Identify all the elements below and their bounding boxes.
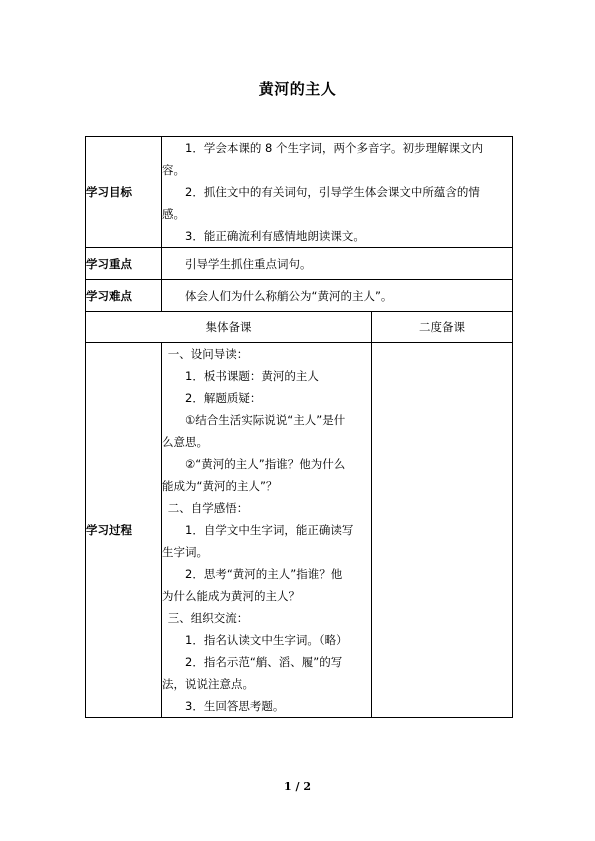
objectives-line: 2．抓住文中的有关词句，引导学生体会课文中所蕴含的情 — [185, 185, 480, 199]
objectives-label: 学习目标 — [86, 137, 162, 248]
process-line: 2．思考“黄河的主人”指谁？他 — [185, 567, 343, 581]
process-line: 三、组织交流： — [167, 611, 249, 625]
objectives-row — [86, 137, 513, 248]
process-line: 一、设问导读： — [167, 347, 249, 361]
header-row — [86, 312, 513, 343]
secondary-notes-cell — [372, 343, 513, 718]
objectives-line: 感。 — [162, 207, 185, 221]
difficulty-text: 体会人们为什么称艄公为“黄河的主人”。 — [185, 288, 393, 303]
process-content — [162, 343, 372, 718]
focus-row — [86, 248, 513, 280]
difficulty-row — [86, 280, 513, 312]
process-line: 能成为“黄河的主人”？ — [162, 479, 278, 493]
focus-content — [162, 248, 513, 280]
lesson-plan-table — [85, 136, 513, 718]
process-line: 法，说说注意点。 — [162, 677, 254, 691]
difficulty-label: 学习难点 — [86, 280, 162, 312]
process-label: 学习过程 — [86, 343, 162, 718]
page-title: 黄河的主人 — [258, 80, 337, 98]
collective-header: 集体备课 — [86, 312, 372, 343]
process-line: 2．解题质疑： — [185, 391, 262, 405]
focus-text: 引导学生抓住重点词句。 — [185, 256, 312, 271]
focus-label: 学习重点 — [86, 248, 162, 280]
objectives-line: 3．能正确流利有感情地朗读课文。 — [185, 229, 365, 243]
process-line: 1．自学文中生字词，能正确读写 — [185, 523, 354, 537]
process-line: 1．板书课题：黄河的主人 — [185, 369, 319, 383]
process-line: 2．指名示范“艄、滔、履”的写 — [185, 655, 343, 669]
objectives-line: 容。 — [162, 163, 185, 177]
process-row — [86, 343, 513, 718]
secondary-header: 二度备课 — [372, 312, 513, 343]
difficulty-content — [162, 280, 513, 312]
objectives-line: 1．学会本课的 8 个生字词，两个多音字。初步理解课文内 — [185, 141, 483, 155]
page-number: 1 / 2 — [284, 780, 311, 793]
process-line: 么意思。 — [162, 435, 208, 449]
process-line: 生字词。 — [162, 545, 208, 559]
process-line: 1．指名认读文中生字词。（略） — [185, 633, 348, 647]
process-line: ②“黄河的主人”指谁？他为什么 — [185, 457, 346, 471]
process-line: 二、自学感悟： — [167, 501, 249, 515]
process-line: 为什么能成为黄河的主人？ — [162, 589, 300, 603]
process-line: ①结合生活实际说说“主人”是什 — [185, 413, 346, 427]
process-line: 3．生回答思考题。 — [185, 699, 285, 713]
objectives-content — [162, 137, 513, 248]
